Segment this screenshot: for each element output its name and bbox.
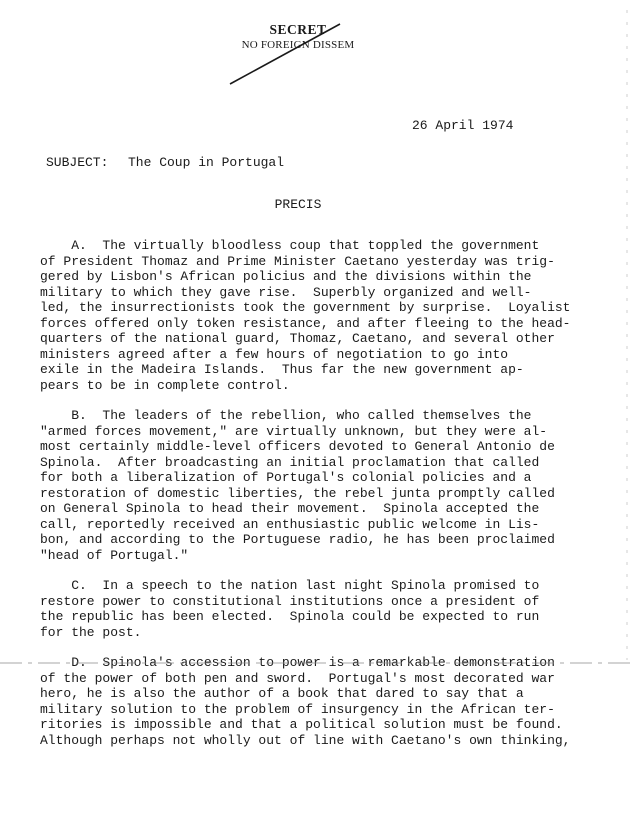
text-line: for both a liberalization of Portugal's colonial policies and a [40,470,532,485]
text-line: B. The leaders of the rebellion, who called themselves the [40,408,532,423]
dissemination-control: NO FOREIGN DISSEM [241,39,355,51]
text-line: on General Spinola to head their movement. Spinola accepted the [40,501,540,516]
text-line: D. Spinola's accession to power is a remarkable demonstration [40,655,555,670]
text-line: quarters of the national guard, Thomaz, Caetano, and several other [40,331,555,346]
text-line: hero, he is also the author of a book that dared to say that a [40,686,524,701]
page-right-edge [626,10,628,660]
text-line: of President Thomaz and Prime Minister Caetano yesterday was trig- [40,253,555,269]
text-line: call, reportedly received an enthusiastic public welcome in Lis- [40,516,540,532]
text-line: military to which they gave rise. Superbly organized and well- [40,284,532,300]
text-line: "armed forces movement," are virtually unknown, but they were al- [40,423,548,439]
text-line: exile in the Madeira Islands. Thus far the new government ap- [40,362,524,377]
text-line: led, the insurrectionists took the government by surprise. Loyalist [40,300,571,315]
subject-line [46,155,284,171]
classification-strikethrough [228,22,358,92]
paragraph-b [40,408,610,563]
text-line: C. In a speech to the nation last night Spinola promised to [40,578,540,593]
text-line: Spinola. After broadcasting an initial proclamation that called [40,454,540,470]
paragraph-d [40,655,610,748]
text-line: the republic has been elected. Spinola could be expected to run [40,609,540,624]
text-line: most certainly middle-level officers devoted to General Antonio de [40,439,555,454]
text-line: "head of Portugal." [40,547,189,563]
text-line: gered by Lisbon's African policius and the divisions within the [40,269,532,284]
text-line: bon, and according to the Portuguese radio, he has been proclaimed [40,532,555,547]
classification-level: SECRET [269,22,327,37]
text-line: for the post. [40,624,142,640]
document-date: 26 April 1974 [412,118,514,133]
text-line: restore power to constitutional institutions once a president of [40,593,540,609]
subject-text: The Coup in Portugal [128,155,285,170]
text-line: military solution to the problem of insurgency in the African ter- [40,701,555,717]
text-line: pears to be in complete control. [40,377,290,393]
text-line: A. The virtually bloodless coup that toppled the government [40,238,540,253]
text-line: of the power of both pen and sword. Portugal's most decorated war [40,670,555,686]
document-body [40,238,610,763]
text-line: ritories is impossible and that a political solution must be found. [40,717,563,732]
section-heading: PRECIS [274,197,322,212]
text-line: ministers agreed after a few hours of negotiation to go into [40,346,509,362]
paragraph-a [40,238,610,393]
text-line: forces offered only token resistance, and after fleeing to the head- [40,315,571,331]
subject-label: SUBJECT: [46,155,109,170]
text-line: Although perhaps not wholly out of line with Caetano's own thinking, [40,732,571,748]
paragraph-c [40,578,610,640]
text-line: restoration of domestic liberties, the rebel junta promptly called [40,485,555,501]
page-bottom-edge [0,662,636,664]
